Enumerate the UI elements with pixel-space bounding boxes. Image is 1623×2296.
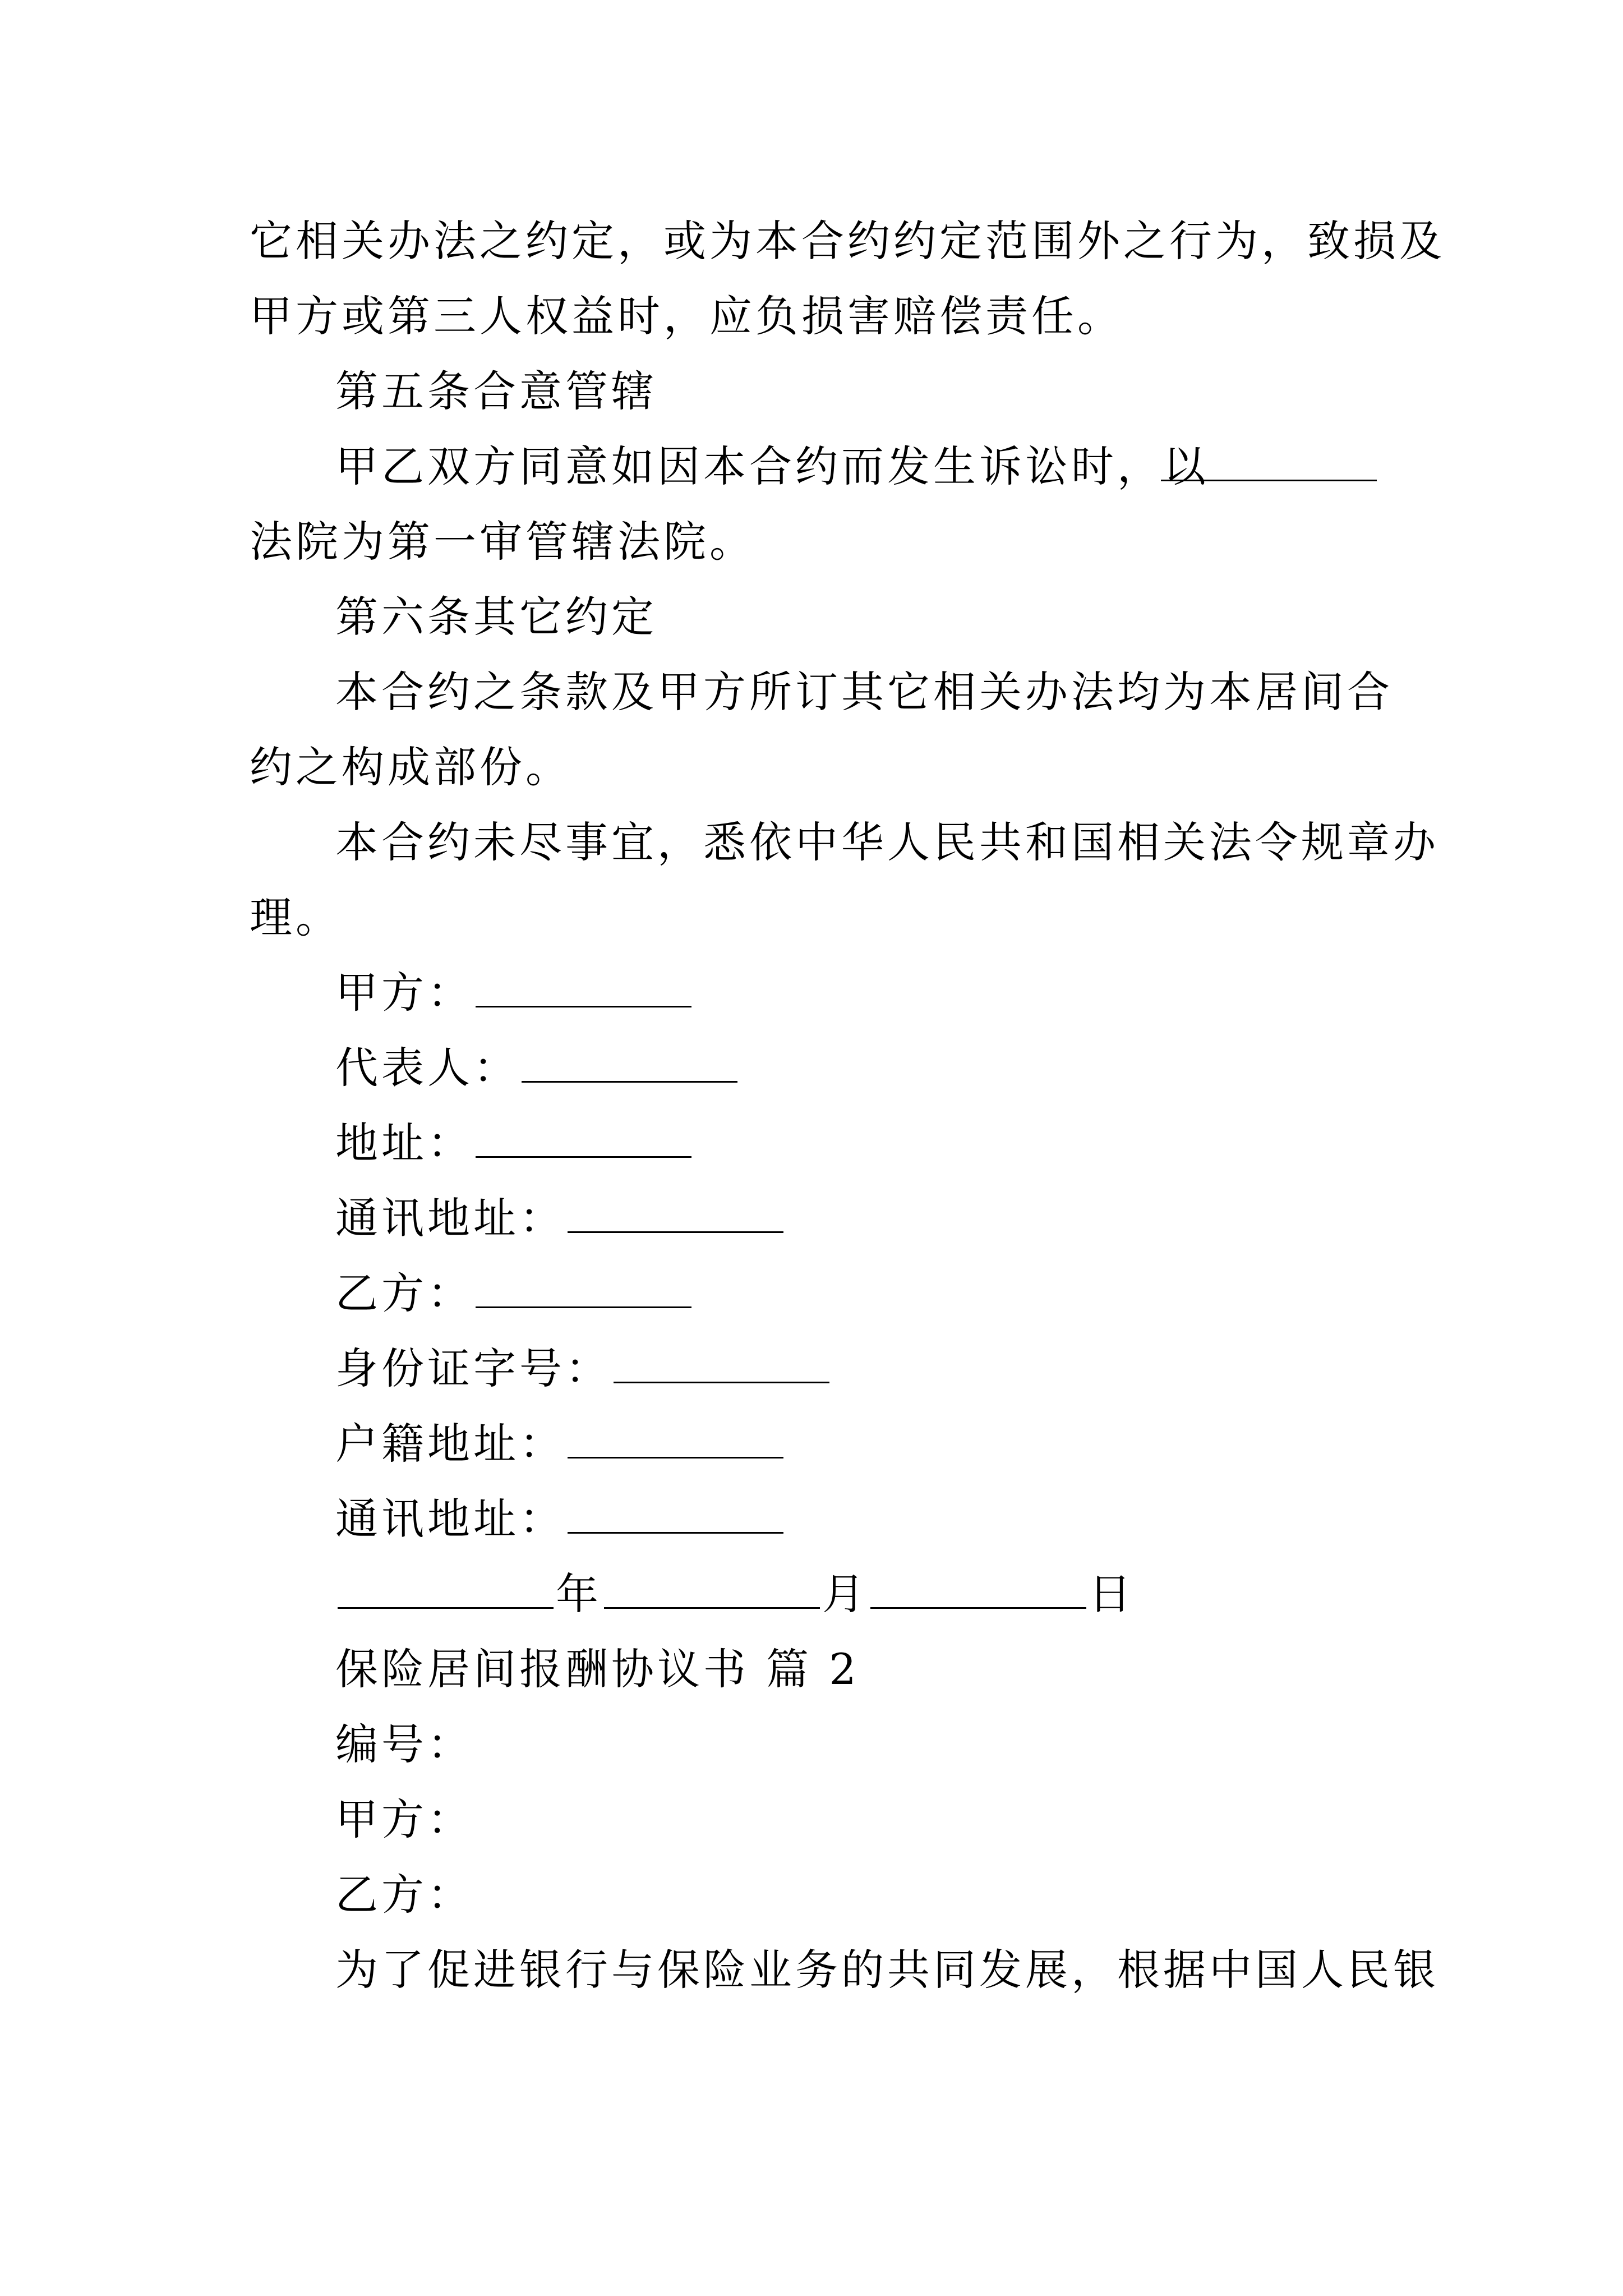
fill-in-blank[interactable]: [476, 1154, 691, 1158]
intro-text: 为了促进银行与保险业务的共同发展，根据中国人民银: [335, 1945, 1439, 1995]
signature-field-party-a: [335, 964, 1377, 1022]
field-label: 地址：: [335, 1118, 473, 1168]
field-label: 通讯地址：: [335, 1494, 565, 1544]
month-blank[interactable]: [604, 1605, 820, 1609]
fill-in-blank[interactable]: [568, 1229, 783, 1233]
text-line: 理。: [250, 892, 342, 942]
date-line: [335, 1565, 1377, 1623]
fill-in-blank[interactable]: [476, 1004, 691, 1007]
party-a-label: 甲方：: [335, 1795, 473, 1844]
signature-field-representative: [335, 1039, 1377, 1097]
signature-field-household-address: [335, 1415, 1377, 1473]
year-blank[interactable]: [338, 1605, 554, 1609]
field-label: 通讯地址：: [335, 1193, 565, 1243]
fill-in-blank[interactable]: [476, 1304, 691, 1308]
article-heading: 第五条合意管辖: [335, 366, 657, 416]
month-label: 月: [822, 1569, 868, 1619]
fill-in-blank[interactable]: [522, 1079, 737, 1083]
field-label: 甲方：: [335, 968, 473, 1018]
section-title: 保险居间报酬协议书 篇 2: [335, 1644, 860, 1694]
fill-in-blank[interactable]: [614, 1379, 829, 1383]
article-heading: 第六条其它约定: [335, 592, 657, 642]
signature-field-address: [335, 1114, 1377, 1172]
day-label: 日: [1089, 1569, 1135, 1619]
party-b-label: 乙方：: [335, 1870, 473, 1920]
field-label: 身份证字号：: [335, 1343, 611, 1393]
fill-in-blank[interactable]: [568, 1530, 783, 1534]
signature-field-mailing-address: [335, 1189, 1377, 1248]
text-line-with-blank: [335, 438, 1377, 496]
text-line: 法院为第一审管辖法院。: [250, 517, 755, 567]
signature-field-party-b: [335, 1264, 1377, 1323]
year-label: 年: [556, 1569, 602, 1619]
text-line: 约之构成部份。: [250, 742, 571, 792]
fill-in-blank[interactable]: [568, 1455, 783, 1458]
fill-in-blank[interactable]: [1161, 477, 1377, 481]
number-label: 编号：: [335, 1719, 473, 1769]
field-label: 乙方：: [335, 1268, 473, 1318]
day-blank[interactable]: [870, 1605, 1086, 1609]
field-label: 代表人：: [335, 1043, 519, 1093]
text-line: 本合约之条款及甲方所订其它相关办法均为本居间合: [335, 667, 1393, 717]
text-line: 本合约未尽事宜，悉依中华人民共和国相关法令规章办: [335, 817, 1439, 867]
signature-field-id-number: [335, 1340, 1377, 1398]
text-line: 甲方或第三人权益时，应负损害赔偿责任。: [250, 291, 1123, 341]
text-line: 它相关办法之约定，或为本合约约定范围外之行为，致损及: [250, 216, 1445, 266]
signature-field-mailing-address-b: [335, 1490, 1377, 1548]
text-fragment: 甲乙双方同意如因本合约而发生诉讼时，以: [335, 441, 1209, 491]
field-label: 户籍地址：: [335, 1419, 565, 1469]
